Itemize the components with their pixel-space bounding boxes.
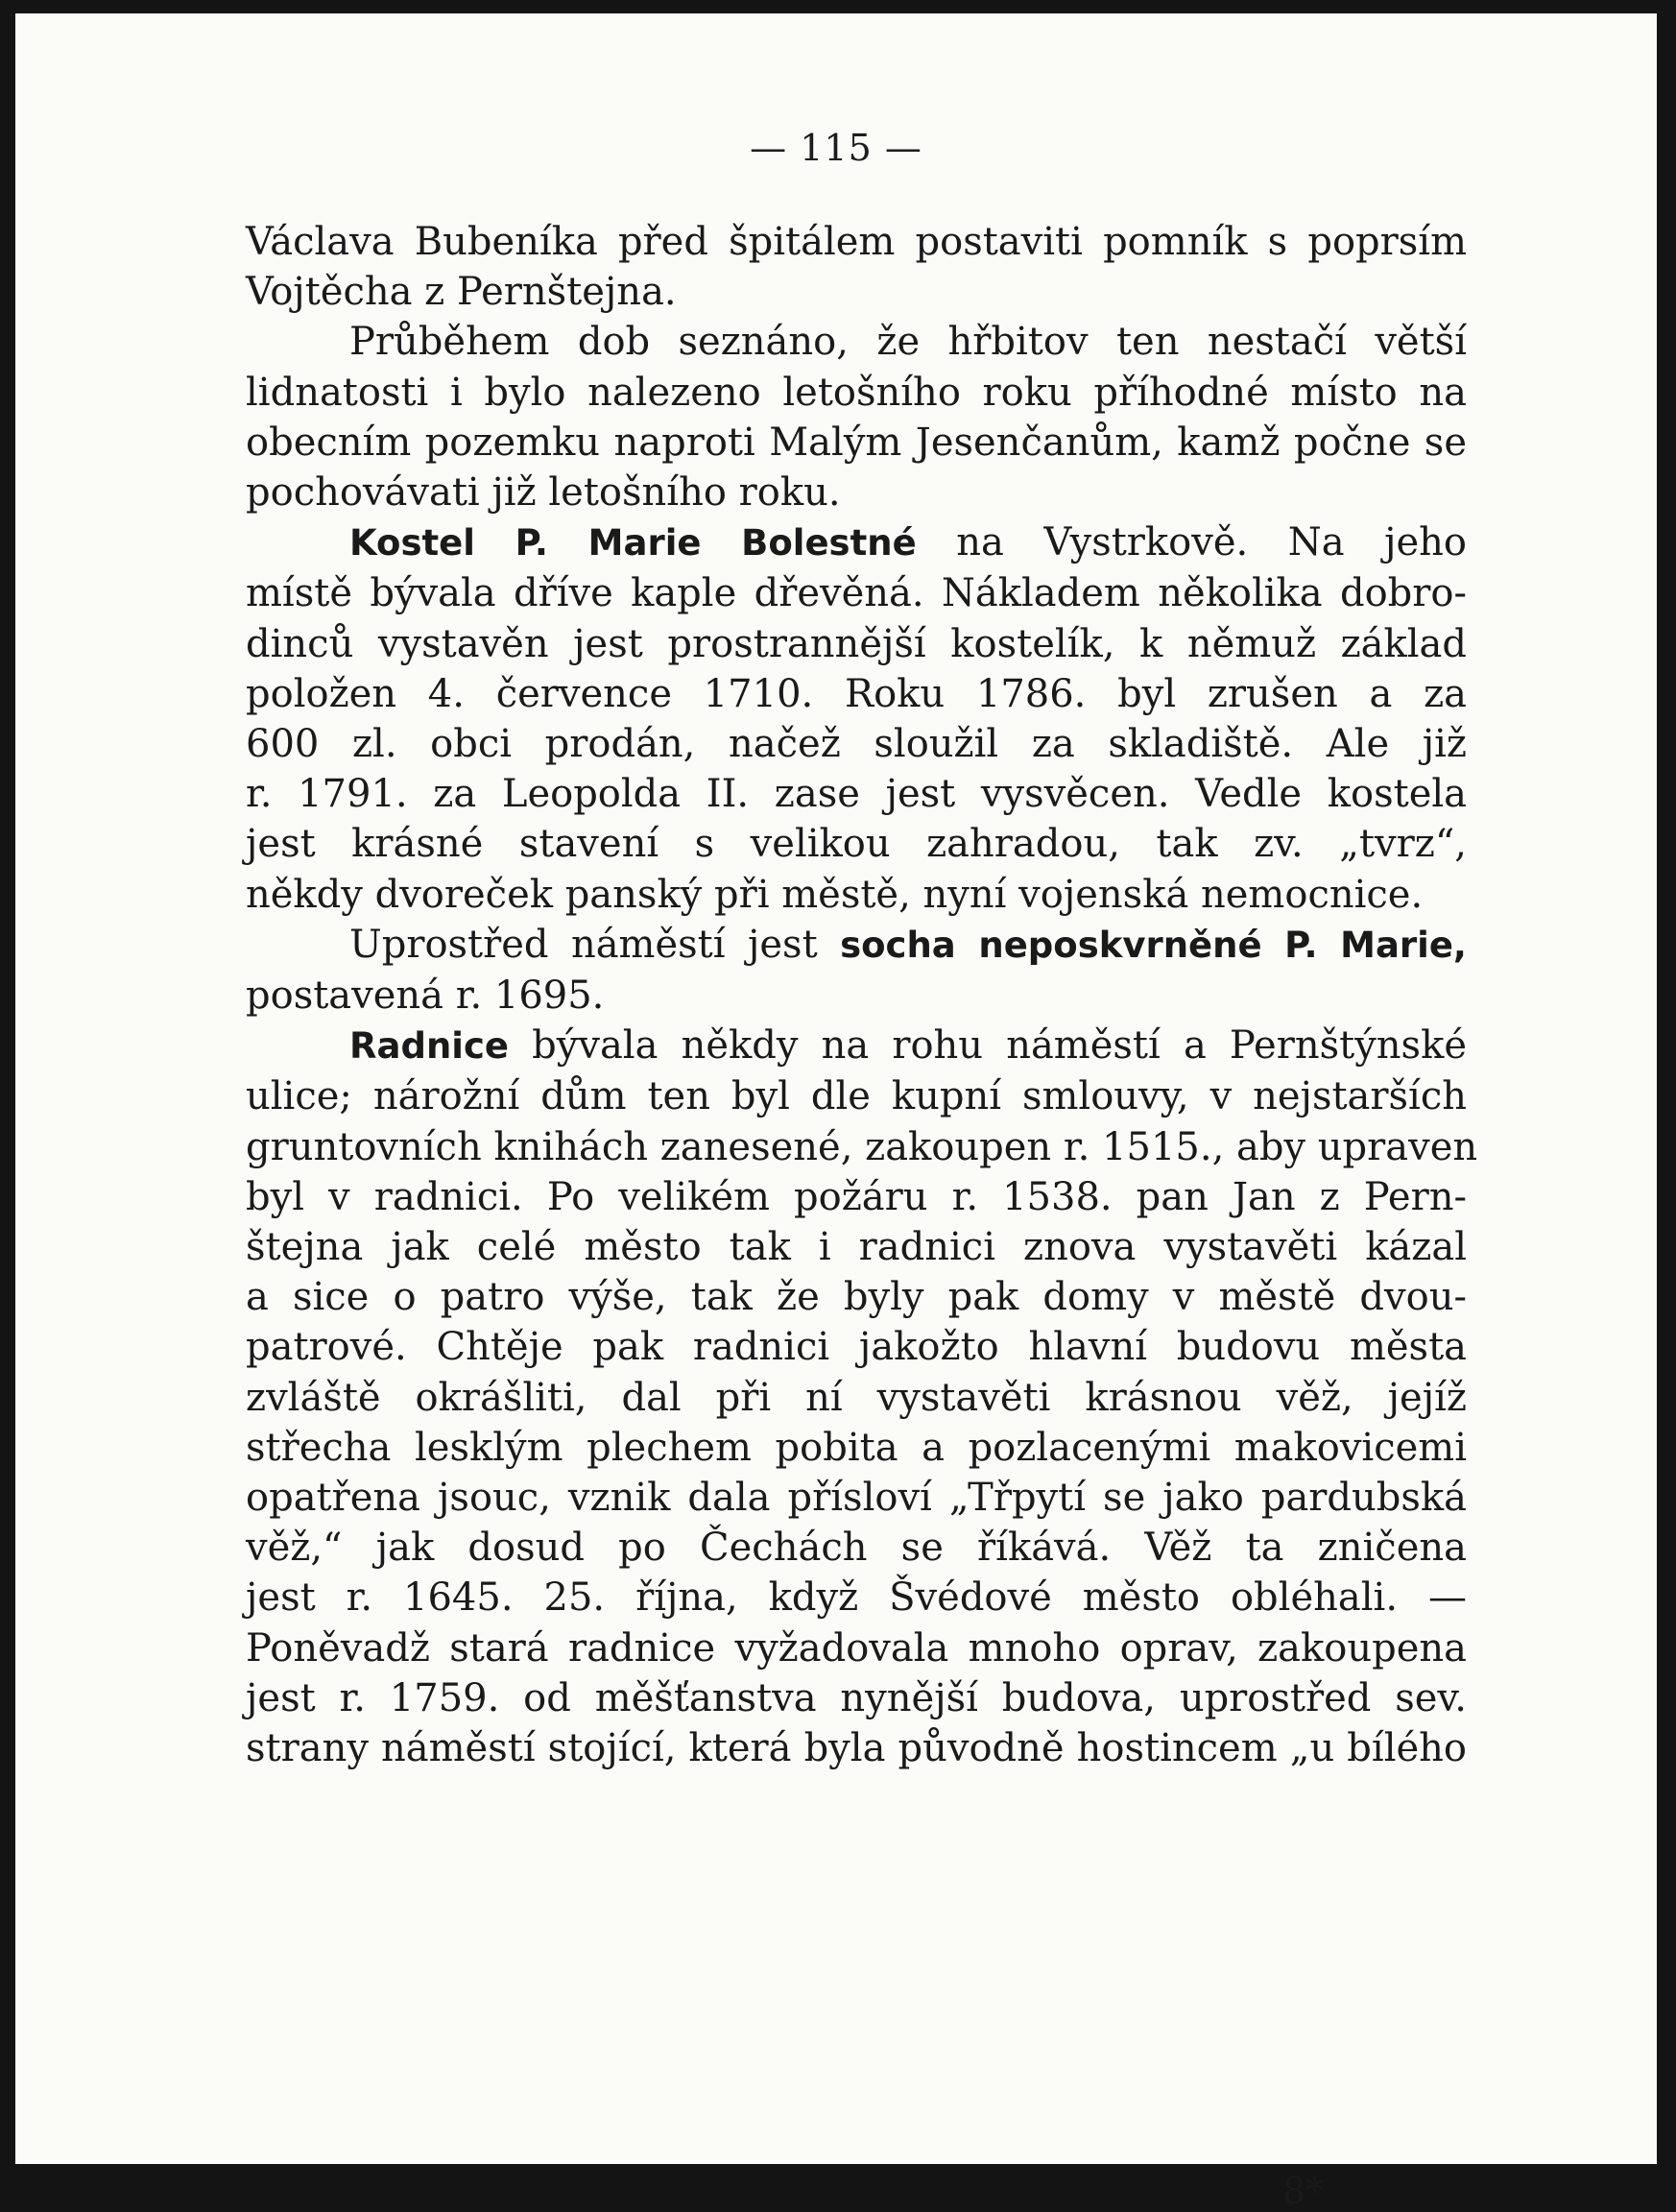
bold-heading: Radnice [349, 1025, 509, 1068]
line-text: položen 4. července 1710. Roku 1786. byl zrušen a za [246, 671, 1467, 716]
line-text: na Vystrkově. Na jeho [916, 520, 1468, 565]
text-line [246, 1071, 1467, 1121]
line-text: opatřena jsouc, vznik dala přísloví „Třpytí se jako pardubská [246, 1476, 1467, 1521]
text-line [246, 1673, 1467, 1723]
text-line [246, 267, 1467, 317]
line-text: místě bývala dříve kaple dřevěná. Nákladem několika dobro- [246, 571, 1467, 616]
text-line [246, 1573, 1467, 1623]
text-line [246, 568, 1467, 618]
line-text: někdy dvoreček panský při městě, nyní vojenská nemocnice. [246, 872, 1424, 917]
text-line [246, 517, 1467, 568]
line-text: patrové. Chtěje pak radnici jakožto hlavní budovu města [246, 1325, 1467, 1370]
text-line [246, 368, 1467, 418]
line-text: r. 1791. za Leopolda II. zase jest vysvěcen. Vedle kostela [246, 772, 1467, 817]
line-text: Průběhem dob seznáno, že hřbitov ten nestačí větší [349, 320, 1467, 365]
line-text: střecha lesklým plechem pobita a pozlacenými makovicemi [246, 1425, 1467, 1470]
page-number: — 115 — [750, 127, 922, 169]
text-line [246, 1723, 1467, 1773]
text-line [246, 468, 1467, 517]
line-text: dinců vystavěn jest prostrannější kostelík, k němuž základ [246, 621, 1467, 666]
text-line [246, 1523, 1467, 1573]
book-page [15, 13, 1657, 2212]
text-line [246, 619, 1467, 669]
line-text: lidnatosti i bylo nalezeno letošního roku příhodné místo na [246, 370, 1467, 415]
text-line [246, 1473, 1467, 1523]
line-text: obecním pozemku naproti Malým Jesenčanům, kamž počne se [246, 420, 1467, 465]
line-text: byl v radnici. Po velikém požáru r. 1538. pan Jan z Pern- [246, 1174, 1467, 1219]
line-text: ulice; nárožní dům ten byl dle kupní smlouvy, v nejstarších [246, 1074, 1467, 1119]
body-text [246, 217, 1478, 1773]
text-line [246, 418, 1467, 468]
line-text: pochovávati již letošního roku. [246, 470, 841, 516]
line-text: bývala někdy na rohu náměstí a Pernštýnské [509, 1023, 1467, 1069]
bold-heading: Kostel P. Marie Bolestné [349, 522, 917, 565]
text-line [246, 1021, 1467, 1071]
line-text: štejna jak celé město tak i radnici znova vystavěti kázal [246, 1225, 1467, 1270]
text-line [246, 669, 1467, 719]
text-line [246, 317, 1467, 367]
line-text: strany náměstí stojící, která byla původně hostincem „u bílého [246, 1726, 1467, 1771]
text-line [246, 1623, 1467, 1673]
line-text: jest r. 1645. 25. října, když Švédové město obléhali. — [246, 1575, 1467, 1621]
text-line [246, 1172, 1467, 1222]
line-text: postavená r. 1695. [246, 974, 605, 1019]
text-line [246, 1122, 1478, 1172]
line-text: Uprostřed náměstí jest [349, 922, 841, 967]
line-text: Poněvadž stará radnice vyžadovala mnoho oprav, zakoupena [246, 1625, 1467, 1671]
line-text: jest krásné stavení s velikou zahradou, tak zv. „tvrz“, [246, 822, 1467, 867]
text-line [246, 971, 1467, 1021]
text-line [246, 769, 1467, 819]
line-text: zvláště okrášliti, dal při ní vystavěti krásnou věž, jejíž [246, 1375, 1467, 1420]
text-line [246, 1272, 1467, 1322]
bold-heading: socha neposkvrněné P. Marie, [840, 924, 1467, 966]
signature-mark: 8* [1282, 2170, 1325, 2212]
text-line [246, 1322, 1467, 1372]
text-line [246, 920, 1467, 971]
line-text: a sice o patro výše, tak že byly pak domy v městě dvou- [246, 1275, 1467, 1320]
line-text: Václava Bubeníka před špitálem postaviti pomník s poprsím [246, 220, 1467, 264]
text-line [246, 1222, 1467, 1272]
text-line [246, 1423, 1467, 1473]
line-text: věž,“ jak dosud po Čechách se říkává. Věž ta zničena [246, 1526, 1467, 1571]
text-line [246, 719, 1467, 769]
line-text: Vojtěcha z Pernštejna. [246, 270, 677, 315]
text-line [246, 1373, 1467, 1423]
line-text: gruntovních knihách zanesené, zakoupen r. 1515., aby upraven [246, 1124, 1478, 1169]
line-text: jest r. 1759. od měšťanstva nynější budova, uprostřed sev. [246, 1675, 1467, 1720]
text-line [246, 819, 1467, 869]
line-text: 600 zl. obci prodán, načež sloužil za skladiště. Ale již [246, 722, 1467, 767]
text-line [246, 217, 1467, 267]
text-line [246, 870, 1467, 920]
